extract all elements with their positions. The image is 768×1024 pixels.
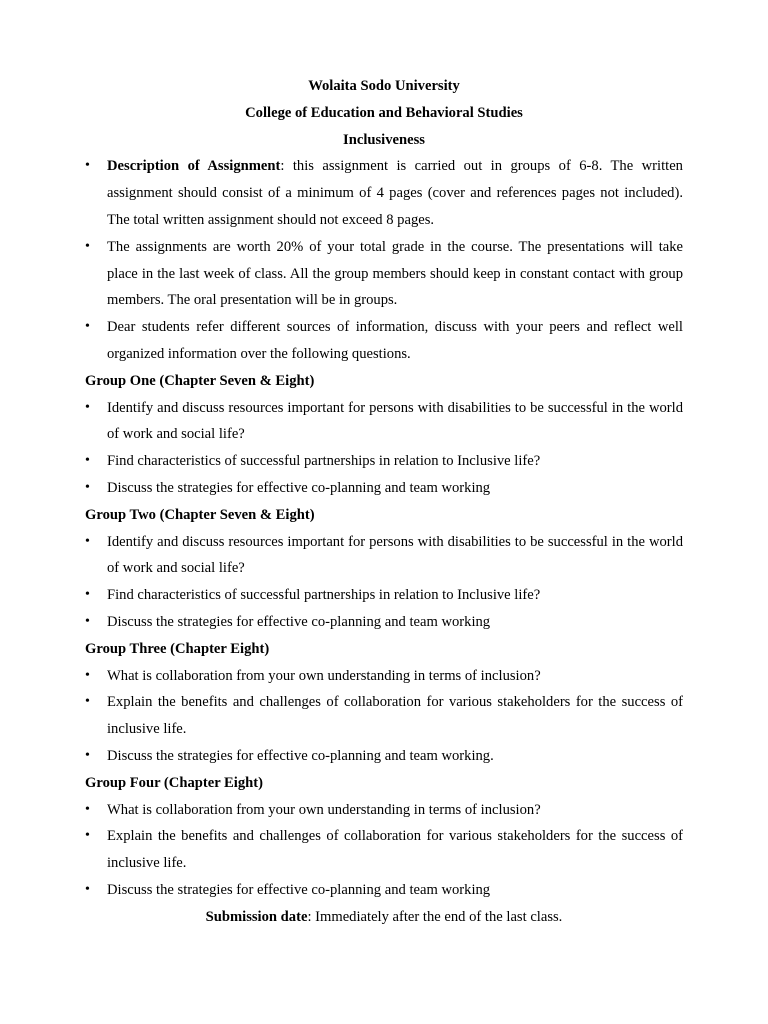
list-item (85, 448, 683, 475)
group-four-heading: Group Four (Chapter Eight) (85, 774, 263, 791)
bullet-icon: • (85, 533, 90, 549)
list-item (85, 877, 683, 904)
list-item (85, 395, 683, 449)
list-item (85, 689, 683, 743)
course-title: Inclusiveness (343, 131, 425, 148)
bullet-icon: • (85, 238, 90, 254)
description-lead: Description of Assignment (107, 158, 281, 175)
grading-text: The assignments are worth 20% of your total grade in the course. The presentations will take place in the last week of class. All the group members should keep in constant contact with group members. The oral presentation will be in groups. (107, 238, 683, 309)
bullet-icon: • (85, 747, 90, 763)
group-four-questions (85, 797, 683, 904)
bullet-icon: • (85, 158, 90, 174)
list-item (85, 743, 683, 770)
college-name: College of Education and Behavioral Studies (245, 104, 523, 121)
list-item (85, 475, 683, 502)
question-text: Discuss the strategies for effective co-planning and team working (107, 881, 491, 898)
question-text: Discuss the strategies for effective co-planning and team working (107, 479, 491, 496)
description-text: : this assignment is carried out in groups of 6-8. The written assignment should consist of a minimum of 4 pages (cover and references pages not included). The total written assignment should not exceed 8 pages. (107, 158, 683, 228)
submission-text: : Immediately after the end of the last class. (307, 908, 563, 925)
question-text: Find characteristics of successful partnerships in relation to Inclusive life? (107, 453, 541, 470)
bullet-icon: • (85, 319, 90, 335)
question-text: Discuss the strategies for effective co-planning and team working (107, 613, 491, 630)
submission-label: Submission date (205, 908, 308, 925)
question-text: What is collaboration from your own understanding in terms of inclusion? (107, 801, 541, 818)
list-item (85, 153, 683, 233)
bullet-icon: • (85, 587, 90, 603)
university-name: Wolaita Sodo University (308, 78, 460, 94)
list-item (85, 314, 683, 368)
question-text: Discuss the strategies for effective co-planning and team working. (107, 747, 494, 764)
question-text: Identify and discuss resources important for persons with disabilities to be successful in the world of work and social life? (107, 533, 683, 577)
bullet-icon: • (85, 881, 90, 897)
list-item (85, 609, 683, 636)
bullet-icon: • (85, 828, 90, 844)
bullet-icon: • (85, 453, 90, 469)
group-one-heading: Group One (Chapter Seven & Eight) (85, 372, 315, 389)
submission-line (85, 904, 683, 931)
group-two-heading: Group Two (Chapter Seven & Eight) (85, 506, 315, 523)
bullet-icon: • (85, 694, 90, 710)
list-item (85, 234, 683, 314)
group-two-questions (85, 529, 683, 636)
instructions-text: Dear students refer different sources of information, discuss with your peers and reflect well organized information over the following questions. (107, 319, 683, 362)
bullet-icon: • (85, 399, 90, 415)
intro-list (85, 153, 683, 367)
bullet-icon: • (85, 613, 90, 629)
list-item (85, 582, 683, 609)
group-three-questions (85, 663, 683, 770)
question-text: Identify and discuss resources important for persons with disabilities to be successful in the world of work and social life? (107, 399, 683, 443)
bullet-icon: • (85, 479, 90, 495)
list-item (85, 823, 683, 877)
group-three-heading: Group Three (Chapter Eight) (85, 640, 270, 657)
question-text: Find characteristics of successful partnerships in relation to Inclusive life? (107, 587, 541, 604)
group-one-questions (85, 395, 683, 502)
list-item (85, 663, 683, 690)
question-text: Explain the benefits and challenges of collaboration for various stakeholders for the success of inclusive life. (107, 694, 683, 738)
question-text: Explain the benefits and challenges of collaboration for various stakeholders for the success of inclusive life. (107, 828, 683, 872)
list-item (85, 529, 683, 583)
bullet-icon: • (85, 801, 90, 817)
list-item (85, 797, 683, 824)
bullet-icon: • (85, 667, 90, 683)
question-text: What is collaboration from your own understanding in terms of inclusion? (107, 667, 541, 684)
